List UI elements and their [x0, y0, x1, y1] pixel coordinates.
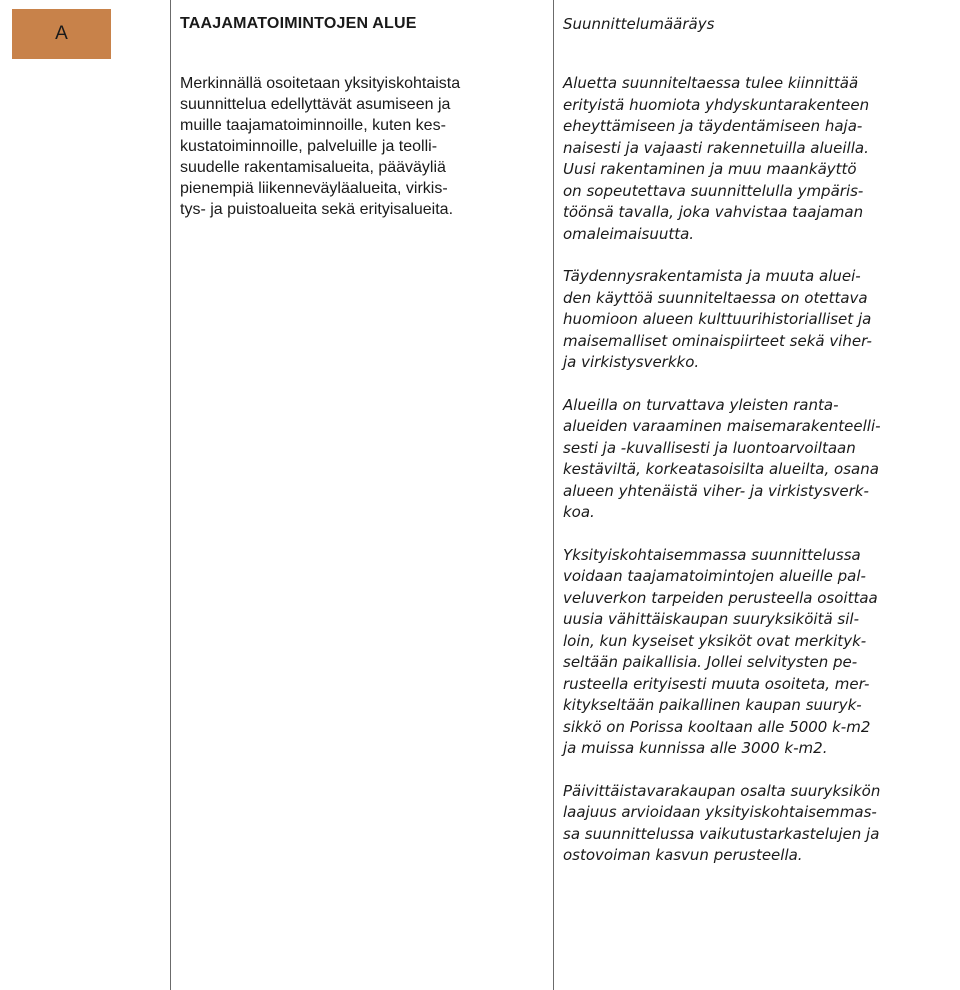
- legend-code: A: [55, 23, 68, 44]
- regulation-title: Suunnittelumääräys: [563, 15, 715, 33]
- regulation-paragraph: Alueilla on turvattava yleisten ranta- alueiden varaaminen maisemarakenteelli- sesti ja -kuvallisesti ja luontoarvoiltaan kestäviltä, korkeatasoisilta alueilta, osana alueen yhtenäistä viher- ja virkistysverk- koa.: [563, 395, 881, 521]
- regulation-paragraph: Aluetta suunniteltaessa tulee kiinnittää erityistä huomiota yhdyskuntarakenteen eheyttämiseen ja täydentämiseen haja- naisesti ja vajaasti rakennetuilla alueilla. Uusi rakentaminen ja muu maankäyttö on sopeutettava suunnittelulla ympäris- töönsä tavalla, joka vahvistaa taajaman omaleimaisuutta.: [563, 74, 870, 243]
- planning-regulation-column: [563, 12, 955, 867]
- column-divider-left: [170, 0, 171, 990]
- area-description: Merkinnällä osoitetaan yksityiskohtaista suunnittelua edellyttävät asumiseen ja muille taajamatoiminnoille, kuten kes- kustatoiminnoille, palveluille ja teolli- suudelle rakentamisalueita, pääväyliä pienempiä liikenneväyläalueita, virkis- tys- ja puistoalueita sekä erityisalueita.: [180, 75, 461, 218]
- regulation-paragraph: Täydennysrakentamista ja muuta aluei- den käyttöä suunniteltaessa on otettava huomioon alueen kulttuurihistorialliset ja maisemalliset ominaispiirteet sekä viher- ja virkistysverkko.: [563, 267, 872, 371]
- column-divider-middle: [553, 0, 554, 990]
- regulation-paragraph: Päivittäistavarakaupan osalta suuryksikön laajuus arvioidaan yksityiskohtaisemmas- sa suunnittelussa vaikutustarkastelujen ja ostovoiman kasvun perusteella.: [563, 781, 881, 864]
- area-description-column: [180, 12, 550, 220]
- legend-swatch: [12, 9, 111, 59]
- area-title: TAAJAMATOIMINTOJEN ALUE: [180, 15, 417, 32]
- regulation-paragraph: Yksityiskohtaisemmassa suunnittelussa voidaan taajamatoimintojen alueille pal- veluverkon tarpeiden perusteella osoittaa uusia vähittäiskaupan suuryksiköitä sil- loin, kun kyseiset yksiköt ovat merkityk- seltään paikallisia. Jollei selvitysten pe- rusteella erityisesti muuta osoiteta, mer- kitykseltään paikallinen kaupan suuryk- sikkö on Porissa kooltaan alle 5000 k-m2 ja muissa kunnissa alle 3000 k-m2.: [563, 545, 878, 757]
